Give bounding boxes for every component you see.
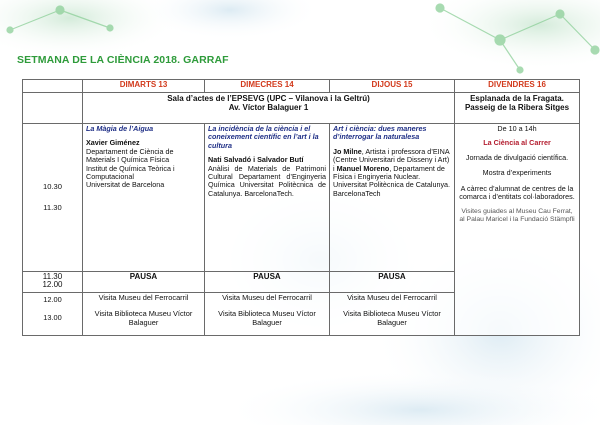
friday-event-title: La Ciència al Carrer xyxy=(483,138,551,148)
wednesday-session xyxy=(205,124,330,272)
visit-ferrocarril: Visita Museu del Ferrocarril xyxy=(98,293,189,302)
visits-start: 12.00 xyxy=(43,295,62,304)
venue-main-line2: Av. Víctor Balaguer 1 xyxy=(228,103,309,113)
wednesday-speaker: Nati Salvadó i Salvador Butí xyxy=(208,155,304,165)
thursday-speaker-1: Jo Milne xyxy=(333,146,362,156)
tuesday-affiliation-2: Institut de Química Teòrica i Computacional xyxy=(86,163,175,182)
tuesday-event-title: La Màgia de l’Aigua xyxy=(86,124,154,133)
tuesday-affiliation-1: Departament de Ciència de Materials I Química Física xyxy=(86,146,174,165)
friday-line-2: Mostra d’experiments xyxy=(482,168,552,178)
friday-session xyxy=(455,124,580,336)
pause-wednesday: PAUSA xyxy=(205,272,330,293)
thursday-event-title: Art i ciència: dues maneres d’interrogar la naturalesa xyxy=(333,124,427,142)
time-end: 11.30 xyxy=(43,202,62,212)
thursday-speaker-2: Manuel Moreno xyxy=(336,163,390,173)
day-wednesday: DIMECRES 14 xyxy=(205,80,330,93)
day-tuesday: DIMARTS 13 xyxy=(83,80,205,93)
pause-end: 12.00 xyxy=(42,280,63,290)
day-friday: DIVENDRES 16 xyxy=(455,80,580,93)
tuesday-session xyxy=(83,124,205,272)
wednesday-event-title: La incidència de la ciència i el coneixement científic en l’art i la cultura xyxy=(208,124,319,150)
visit-ferrocarril: Visita Museu del Ferrocarril xyxy=(347,293,437,302)
visits-wednesday xyxy=(205,293,330,336)
friday-time: De 10 a 14h xyxy=(497,124,537,133)
visits-end: 13.00 xyxy=(43,313,62,323)
tuesday-speaker: Xavier Giménez xyxy=(86,138,140,148)
friday-line-1: Jornada de divulgació científica. xyxy=(465,152,569,162)
visit-biblioteca: Visita Biblioteca Museu Víctor Balaguer xyxy=(218,309,316,327)
day-header-row xyxy=(23,80,580,93)
venue-main xyxy=(83,93,455,124)
pause-start: 11.30 xyxy=(42,272,63,281)
visit-ferrocarril: Visita Museu del Ferrocarril xyxy=(222,293,312,302)
session-time xyxy=(23,124,83,272)
friday-line-3: A càrrec d’alumnat de centres de la comarca i d’entitats col·laboradores. xyxy=(459,183,575,202)
session-row xyxy=(23,124,580,272)
thursday-description xyxy=(333,148,451,198)
venue-time-cell xyxy=(23,93,83,124)
thursday-text-2: , Departament de Física i Enginyeria Nuclear. Universitat Politècnica de Catalunya. BarcelonaTech xyxy=(333,163,451,198)
pause-thursday: PAUSA xyxy=(330,272,455,293)
page-title: SETMANA DE LA CIÈNCIA 2018. GARRAF xyxy=(17,54,229,66)
venue-row xyxy=(23,93,580,124)
day-thursday: DIJOUS 15 xyxy=(330,80,455,93)
visit-biblioteca: Visita Biblioteca Museu Víctor Balaguer xyxy=(94,309,193,327)
friday-line-4: Visites guiades al Museu Cau Ferrat, al Palau Maricel i la Fundació Stämpfli xyxy=(459,208,575,224)
tuesday-affiliation-3: Universitat de Barcelona xyxy=(86,180,165,190)
pause-time xyxy=(23,272,83,293)
schedule-table xyxy=(22,79,580,336)
visits-time xyxy=(23,293,83,336)
venue-friday: Esplanada de la Fragata. Passeig de la Ribera Sitges xyxy=(455,93,580,124)
corner-cell xyxy=(23,80,83,93)
visits-tuesday xyxy=(83,293,205,336)
visit-biblioteca: Visita Biblioteca Museu Víctor Balaguer xyxy=(343,309,441,327)
visits-thursday xyxy=(330,293,455,336)
wednesday-affiliation: Anàlisi de Materials de Patrimoni Cultural Departament d’Enginyeria Química Universitat Politècnica de Catalunya. BarcelonaTech. xyxy=(208,163,326,198)
venue-main-line1: Sala d’actes de l’EPSEVG (UPC – Vilanova i la Geltrú) xyxy=(167,94,370,103)
pause-tuesday: PAUSA xyxy=(83,272,205,293)
thursday-session xyxy=(330,124,455,272)
thursday-text-1: , Artista i professora d’EINA (Centre Universitari de Disseny i Art) i xyxy=(333,146,450,173)
time-start: 10.30 xyxy=(42,182,62,192)
